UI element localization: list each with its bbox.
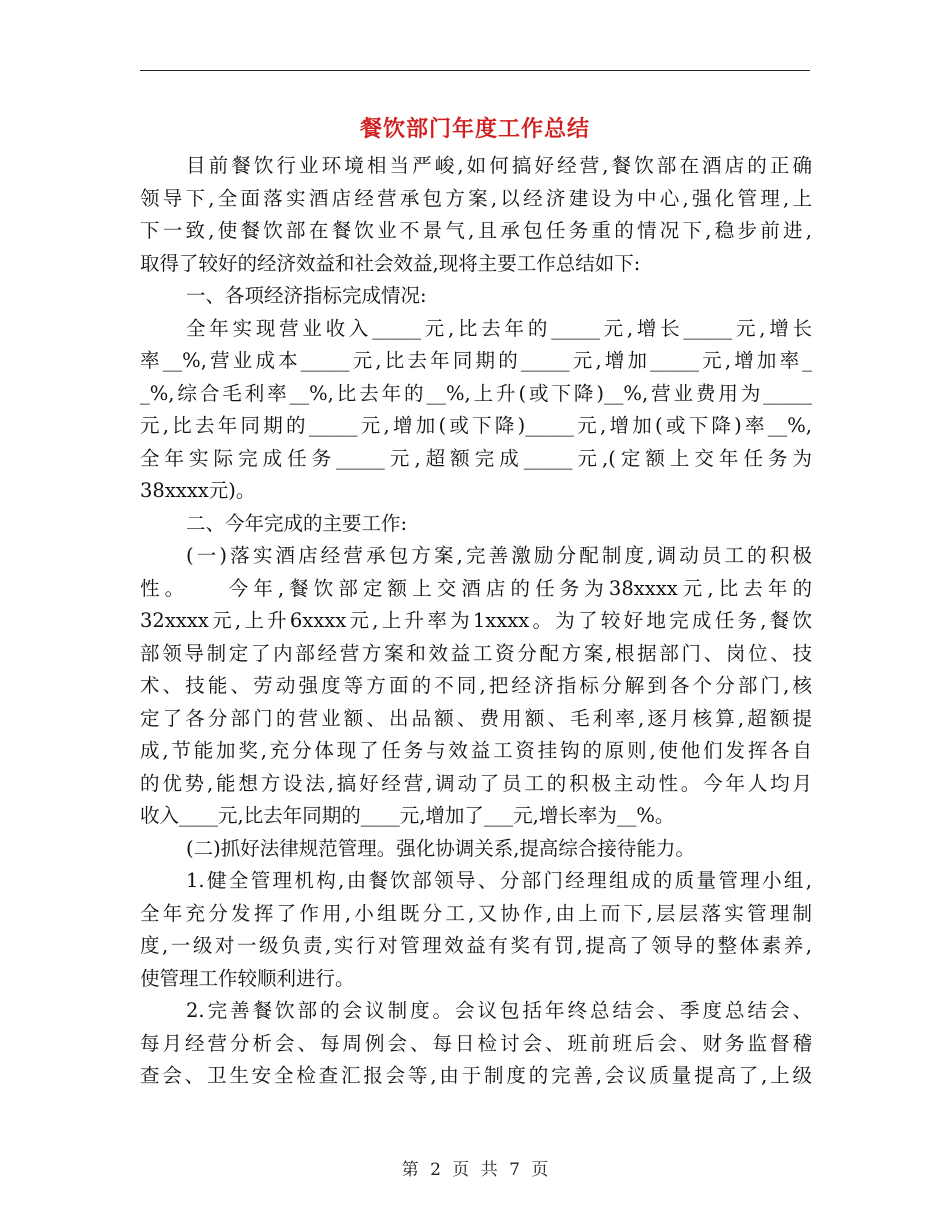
footer-total-pages: 7 xyxy=(509,1160,520,1180)
text-line: (二)抓好法律规范管理。强化协调关系,提高综合接待能力。 xyxy=(186,836,695,860)
document-title: 餐饮部门年度工作总结 xyxy=(359,116,590,142)
text-line: (一)落实酒店经营承包方案,完善激励分配制度,调动员工的积极 xyxy=(186,544,812,567)
footer-ye: 页 xyxy=(452,1160,470,1180)
text-line: 成,节能加奖,充分体现了任务与效益工资挂钩的原则,使他们发挥各自 xyxy=(140,739,812,762)
text-line: 元,比去年同期的_____元,增加(或下降)_____元,增加(或下降)率__%, xyxy=(140,414,812,437)
text-line: 的优势,能想方设法,搞好经营,调动了员工的积极主动性。今年人均月 xyxy=(140,771,812,795)
text-line: 收入____元,比去年同期的____元,增加了___元,增长率为__%。 xyxy=(140,804,675,827)
text-line: 目前餐饮行业环境相当严峻,如何搞好经营,餐饮部在酒店的正确 xyxy=(186,154,812,177)
footer-gong: 共 xyxy=(480,1160,498,1180)
header-rule xyxy=(140,70,810,71)
text-line: 使管理工作较顺利进行。 xyxy=(140,966,355,990)
text-line: 取得了较好的经济效益和社会效益,现将主要工作总结如下: xyxy=(140,251,641,275)
text-line: 查会、卫生安全检查汇报会等,由于制度的完善,会议质量提高了,上级 xyxy=(140,1064,812,1087)
text-line: 全年实现营业收入_____元,比去年的_____元,增长_____元,增长 xyxy=(186,316,812,340)
footer-di: 第 xyxy=(401,1160,419,1180)
page-footer xyxy=(0,1155,950,1180)
text-line: 度,一级对一级负责,实行对管理效益有奖有罚,提高了领导的整体素养, xyxy=(140,934,812,957)
text-line: 1.健全管理机构,由餐饮部领导、分部门经理组成的质量管理小组, xyxy=(186,869,812,892)
text-line: 每月经营分析会、每周例会、每日检讨会、班前班后会、财务监督稽 xyxy=(140,1031,812,1055)
text-line: 32xxxx元,上升6xxxx元,上升率为1xxxx。为了较好地完成任务,餐饮 xyxy=(140,609,812,632)
text-line: 下一致,使餐饮部在餐饮业不景气,且承包任务重的情况下,稳步前进, xyxy=(140,219,812,242)
text-line: 一、各项经济指标完成情况: xyxy=(186,284,427,307)
document-body xyxy=(140,150,812,1093)
text-line: 全年实际完成任务_____元,超额完成_____元,(定额上交年任务为 xyxy=(140,446,812,470)
footer-ye-end: 页 xyxy=(531,1160,549,1180)
text-line: 2.完善餐饮部的会议制度。会议包括年终总结会、季度总结会、 xyxy=(186,999,812,1022)
text-line: 定了各分部门的营业额、出品额、费用额、毛利率,逐月核算,超额提 xyxy=(140,706,812,730)
text-line: 领导下,全面落实酒店经营承包方案,以经济建设为中心,强化管理,上 xyxy=(140,186,812,210)
text-line: 术、技能、劳动强度等方面的不同,把经济指标分解到各个分部门,核 xyxy=(140,674,812,697)
footer-current-page: 2 xyxy=(430,1160,441,1180)
text-line: 全年充分发挥了作用,小组既分工,又协作,由上而下,层层落实管理制 xyxy=(140,901,812,925)
text-line: 38xxxx元)。 xyxy=(140,479,256,502)
text-line: 率__%,营业成本_____元,比去年同期的_____元,增加_____元,增加率_ xyxy=(140,349,812,372)
text-line: 二、今年完成的主要工作: xyxy=(186,511,408,535)
text-line: 部领导制定了内部经营方案和效益工资分配方案,根据部门、岗位、技 xyxy=(140,641,812,665)
text-line: 性。 今年,餐饮部定额上交酒店的任务为38xxxx元,比去年的 xyxy=(140,576,812,600)
text-line: _%,综合毛利率__%,比去年的__%,上升(或下降)__%,营业费用为_____ xyxy=(140,381,812,405)
